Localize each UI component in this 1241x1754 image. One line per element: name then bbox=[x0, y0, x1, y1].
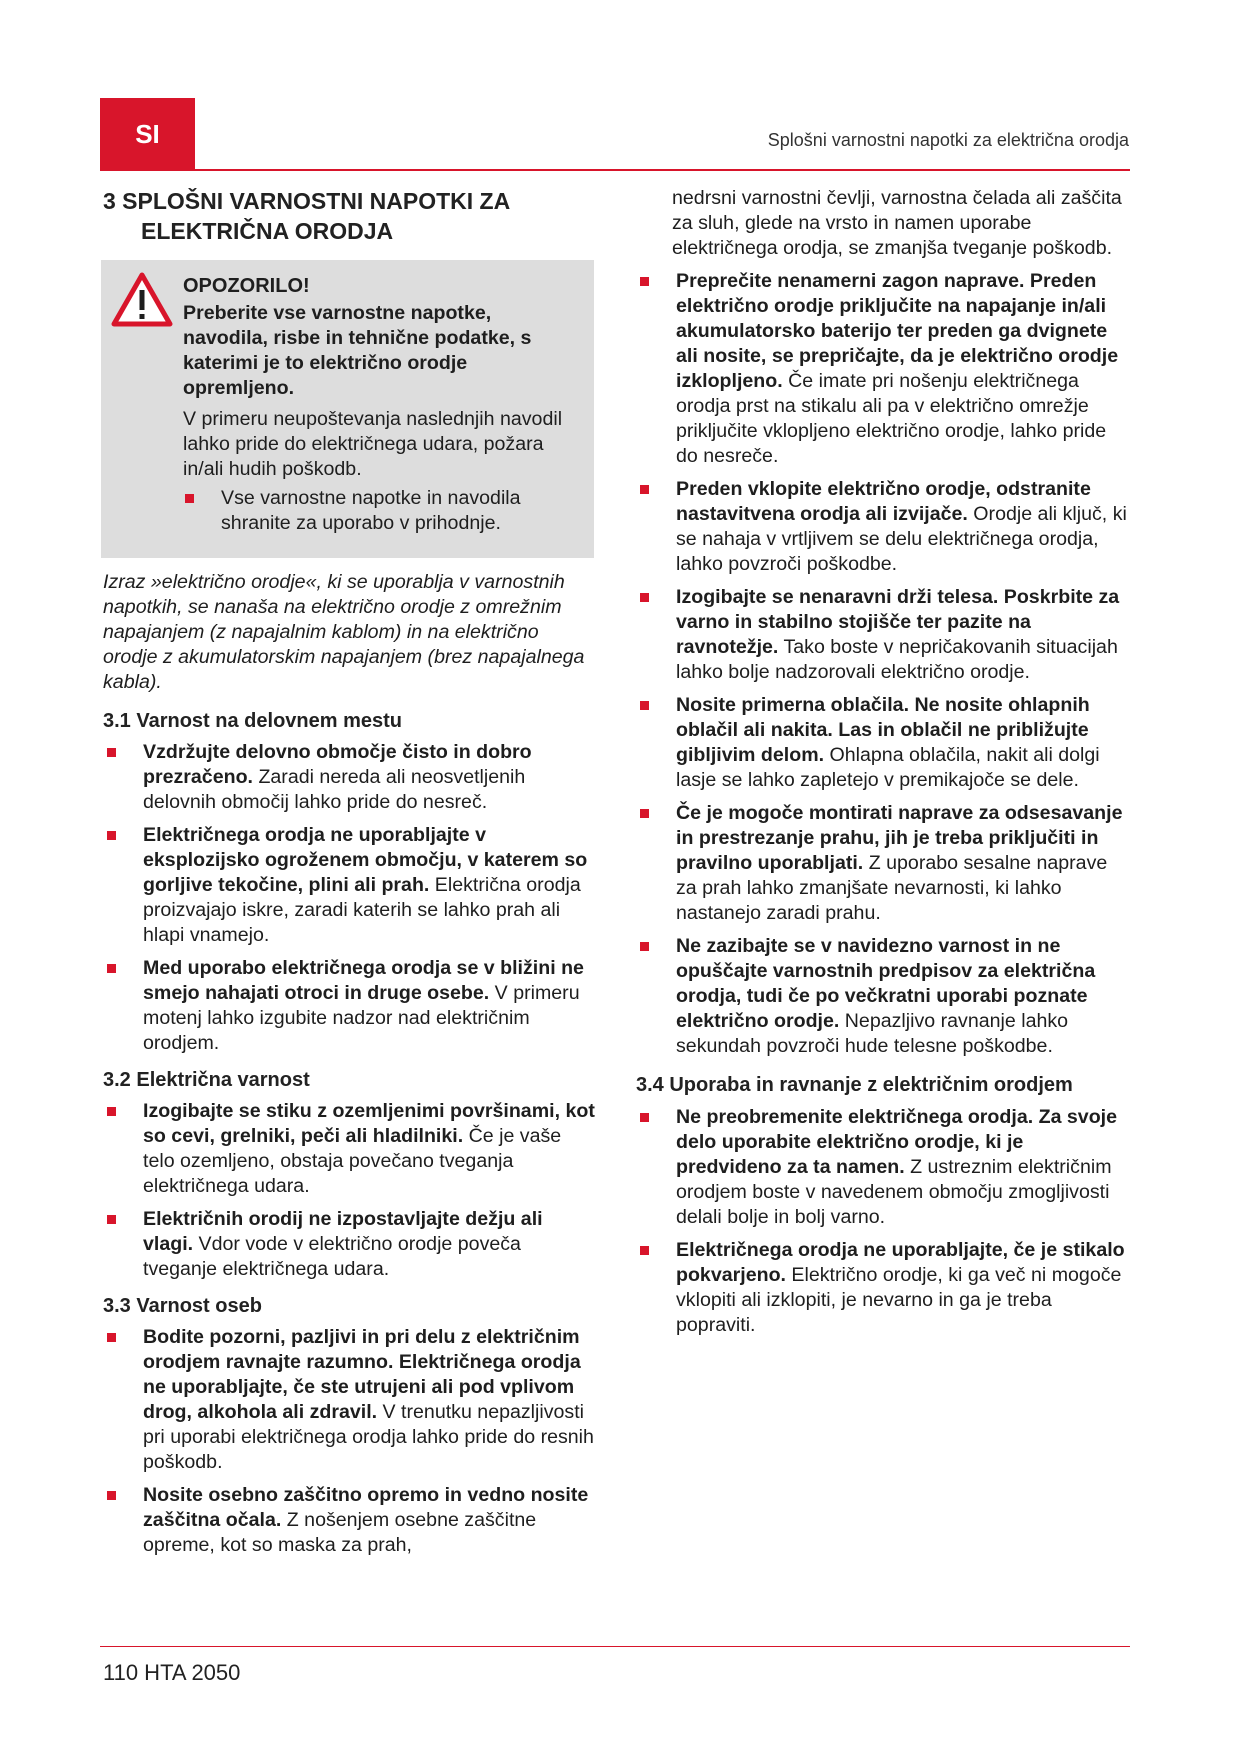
warning-triangle-icon bbox=[111, 272, 173, 328]
item-text: Ohlapna oblačila, nakit ali dolgi lasje se lahko zapletejo v premikajoče se dele. bbox=[676, 744, 1100, 791]
left-column bbox=[103, 180, 598, 1566]
item-bold: Električnega orodja ne uporabljajte v eksplozijsko ogroženem območju, v katerem so gorljive tekočine, plini ali prah. bbox=[143, 824, 588, 896]
list-item bbox=[636, 269, 1131, 469]
item-bold: Izogibajte se nenaravni drži telesa. Poskrbite za varno in stabilno stojišče ter pazite na ravnotežje. bbox=[676, 586, 1120, 658]
item-text: Električno orodje, ki ga več ni mogoče vklopiti ali izklopiti, je nevarno in ga je treba popraviti. bbox=[676, 1264, 1122, 1336]
subsection-title-3-1: 3.1 Varnost na delovnem mestu bbox=[103, 710, 402, 732]
item-bold: Vzdržujte delovno območje čisto in dobro prezračeno. bbox=[143, 741, 532, 788]
item-text: Z ustreznim električnim orodjem boste v navedenem območju zmogljivosti delali bolje in bolj varno. bbox=[676, 1156, 1112, 1228]
list-item bbox=[636, 934, 1131, 1059]
item-bold: Preprečite nenamerni zagon naprave. Preden električno orodje priključite na napajanje in/ali akumulatorsko baterijo ter preden ga dvignete ali nosite, se prepričajte, da je električno orodje izklopljeno. bbox=[676, 270, 1119, 392]
right-column bbox=[636, 180, 1131, 1346]
item-text: Tako boste v nepričakovanih situacijah lahko bolje nadzorovali električno orodje. bbox=[676, 636, 1118, 683]
header-title: Splošni varnostni napotki za električna orodja bbox=[767, 130, 1129, 150]
warning-text: V primeru neupoštevanja naslednjih navodil lahko pride do električnega udara, požara in/ali hudih poškodb. bbox=[183, 408, 563, 480]
list-item bbox=[103, 823, 598, 948]
subsection-title-3-2: 3.2 Električna varnost bbox=[103, 1069, 310, 1091]
continuation-text: nedrsni varnostni čevlji, varnostna čelada ali zaščita za sluh, glede na vrsto in namen uporabe električnega orodja, se zmanjša tveganje poškodb. bbox=[672, 187, 1122, 259]
item-text: Če imate pri nošenju električnega orodja prst na stikalu ali pa v električno omrežje priključite vklopljeno električno orodje, lahko pride do nesreče. bbox=[676, 370, 1107, 467]
item-bold: Nosite osebno zaščitno opremo in vedno nosite zaščitna očala. bbox=[143, 1484, 589, 1531]
list-item bbox=[636, 693, 1131, 793]
list-item bbox=[103, 740, 598, 815]
subsection-title-3-3: 3.3 Varnost oseb bbox=[103, 1295, 262, 1317]
warning-bold-text: Preberite vse varnostne napotke, navodila, risbe in tehnične podatke, s katerimi je to električno orodje opremljeno. bbox=[183, 302, 532, 399]
item-text: V primeru motenj lahko izgubite nadzor nad električnim orodjem. bbox=[143, 982, 580, 1054]
item-bold: Nosite primerna oblačila. Ne nosite ohlapnih oblačil ali nakita. Las in oblačil ne približujte gibljivim delom. bbox=[676, 694, 1090, 766]
warning-box bbox=[101, 260, 594, 558]
item-text: Električna orodja proizvajajo iskre, zaradi katerih se lahko prah ali hlapi vnamejo. bbox=[143, 874, 581, 946]
list-item bbox=[103, 1483, 598, 1558]
language-tab: SI bbox=[100, 98, 195, 170]
list-item bbox=[636, 1238, 1131, 1338]
item-text: Z uporabo sesalne naprave za prah lahko zmanjšate nevarnosti, ki lahko nastanejo zaradi prahu. bbox=[676, 852, 1108, 924]
item-bold: Ne preobremenite električnega orodja. Za svoje delo uporabite električno orodje, ki je predvideno za ta namen. bbox=[676, 1106, 1118, 1178]
list-item bbox=[636, 801, 1131, 926]
intro-text: Izraz »električno orodje«, ki se uporablja v varnostnih napotkih, se nanaša na električno orodje z omrežnim napajanjem (z napajalnim kablom) in na električno orodje z akumulatorskim napajanjem (brez napajalnega kabla). bbox=[103, 571, 585, 693]
item-text: Nepazljivo ravnanje lahko sekundah povzroči hude telesne poškodbe. bbox=[676, 1010, 1069, 1057]
item-bold: Bodite pozorni, pazljivi in pri delu z električnim orodjem ravnajte razumno. Električnega orodja ne uporabljajte, če ste utrujeni ali pod vplivom drog, alkohola ali zdravil. bbox=[143, 1326, 581, 1423]
item-bold: Električnih orodij ne izpostavljajte dežju ali vlagi. bbox=[143, 1208, 543, 1255]
item-text: Vdor vode v električno orodje poveča tveganje električnega udara. bbox=[143, 1233, 521, 1280]
list-item bbox=[636, 477, 1131, 577]
list-item bbox=[103, 1207, 598, 1282]
list-item bbox=[636, 1105, 1131, 1230]
footer-divider bbox=[100, 1646, 1130, 1647]
item-bold: Preden vklopite električno orodje, odstranite nastavitvena orodja ali izvijače. bbox=[676, 478, 1091, 525]
item-text: Z nošenjem osebne zaščitne opreme, kot so maska za prah, bbox=[143, 1509, 537, 1556]
item-bold: Če je mogoče montirati naprave za odsesavanje in prestrezanje prahu, jih je treba priključiti in pravilno uporabljati. bbox=[676, 802, 1123, 874]
item-bold: Med uporabo električnega orodja se v bližini ne smejo nahajati otroci in druge osebe. bbox=[143, 957, 584, 1004]
list-item bbox=[103, 1325, 598, 1475]
item-text: Orodje ali ključ, ki se nahaja v vrtljivem se delu električnega orodja, lahko povzroči poškodbe. bbox=[676, 503, 1127, 575]
item-text: V trenutku nepazljivosti pri uporabi električnega orodja lahko pride do resnih poškodb. bbox=[143, 1401, 594, 1473]
item-bold: Izogibajte se stiku z ozemljenimi površinami, kot so cevi, grelniki, peči ali hladilniki. bbox=[143, 1100, 595, 1147]
page-number: 110 HTA 2050 bbox=[103, 1660, 241, 1685]
item-text: Če je vaše telo ozemljeno, obstaja povečano tveganja električnega udara. bbox=[143, 1125, 562, 1197]
item-bold: Električnega orodja ne uporabljajte, če je stikalo pokvarjeno. bbox=[676, 1239, 1125, 1286]
list-item bbox=[636, 585, 1131, 685]
section-title: 3 SPLOŠNI VARNOSTNI NAPOTKI ZA ELEKTRIČNA ORODJA bbox=[103, 188, 510, 244]
item-text: Zaradi nereda ali neosvetljenih delovnih območij lahko pride do nesreč. bbox=[143, 766, 526, 813]
list-item bbox=[103, 956, 598, 1056]
item-bold: Ne zazibajte se v navidezno varnost in ne opuščajte varnostnih predpisov za električna orodja, tudi če po večkratni uporabi poznate električno orodje. bbox=[676, 935, 1096, 1032]
list-item bbox=[103, 1099, 598, 1199]
subsection-title-3-4: 3.4 Uporaba in ravnanje z električnim orodjem bbox=[636, 1074, 1073, 1096]
warning-bullet: Vse varnostne napotke in navodila shranite za uporabo v prihodnje. bbox=[181, 486, 580, 536]
header-divider bbox=[100, 169, 1130, 171]
warning-title: OPOZORILO! bbox=[183, 275, 310, 297]
